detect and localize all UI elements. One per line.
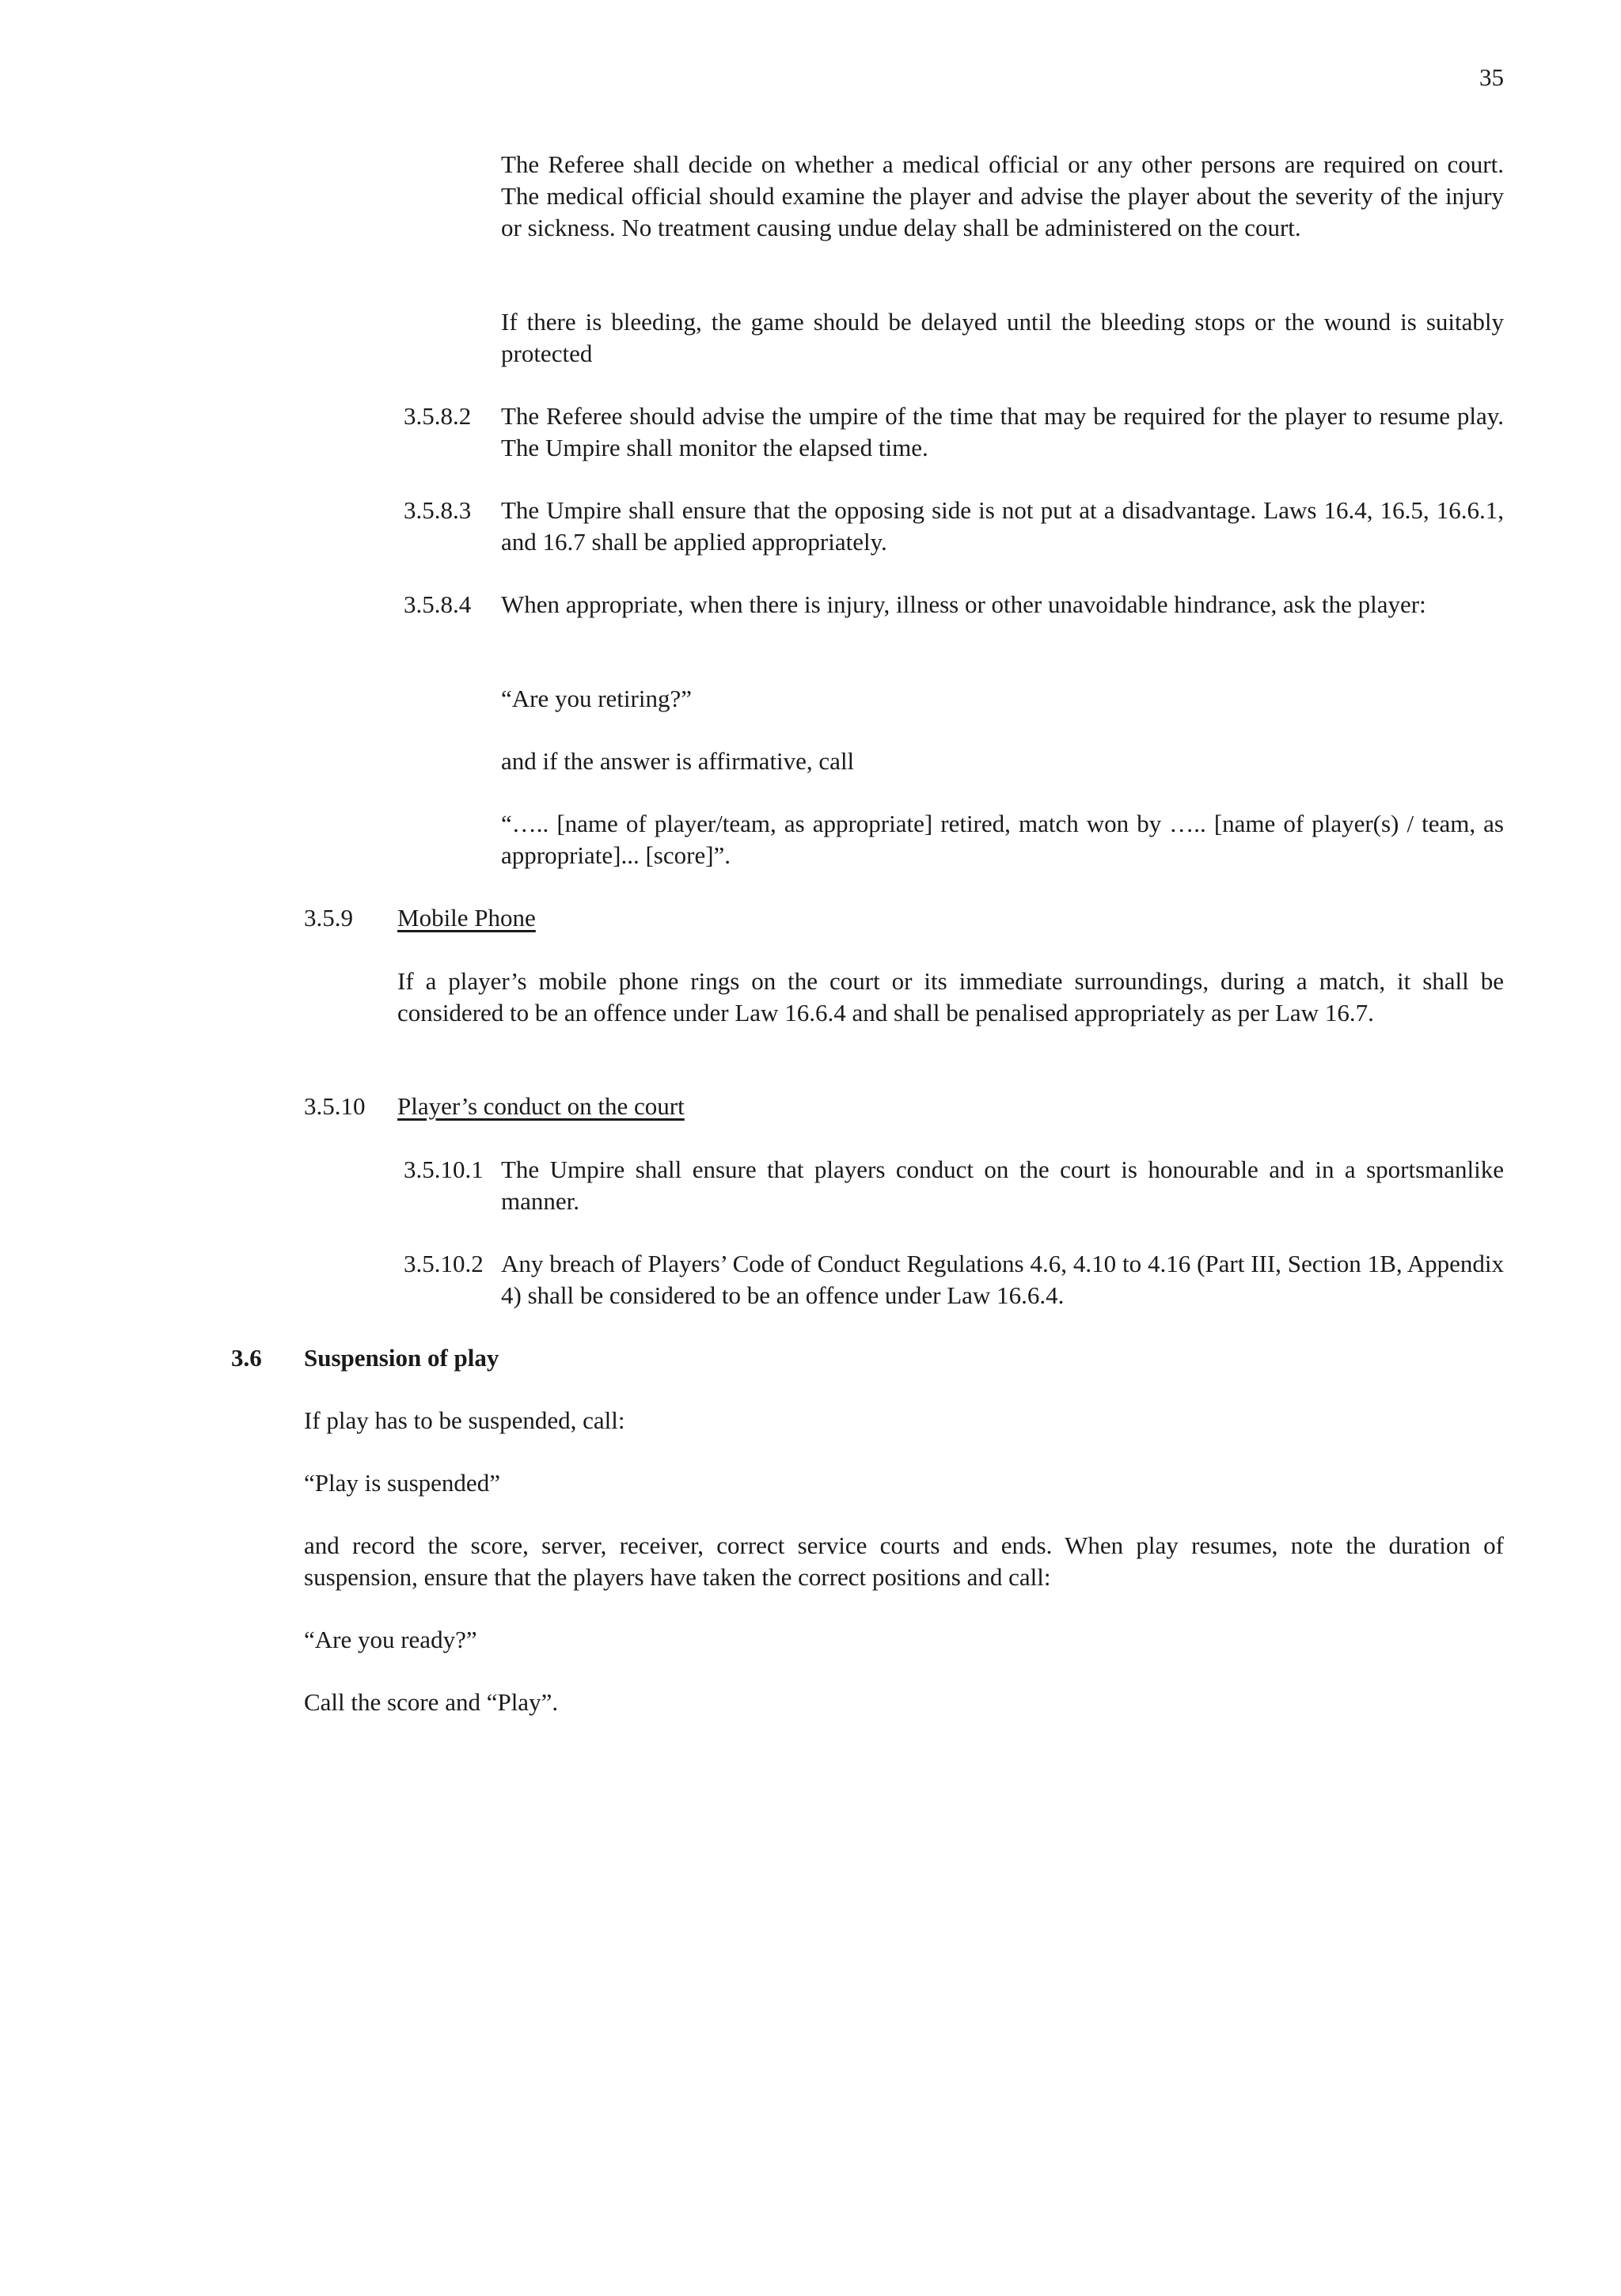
- medical-official-paragraph: The Referee shall decide on whether a medical official or any other persons are required on court. The medical official should examine the player and advise the player about the severity of the injury or sickness. No treatment causing undue delay shall be administered on the court.: [501, 150, 1504, 241]
- record-score-paragraph: and record the score, server, receiver, correct service courts and ends. When play resumes, note the duration of suspension, ensure that the players have taken the correct positions and call:: [304, 1531, 1504, 1591]
- suspension-instruction: If play has to be suspended, call:: [304, 1406, 625, 1434]
- play-suspended-call: “Play is suspended”: [304, 1469, 500, 1497]
- clause-number-35101: 3.5.10.1: [404, 1156, 484, 1183]
- affirmative-instruction: and if the answer is affirmative, call: [501, 747, 855, 775]
- section-title-mobile-phone: Mobile Phone: [397, 904, 536, 932]
- mobile-phone-paragraph: If a player’s mobile phone rings on the court or its immediate surroundings, during a match, it shall be considered to be an offence under Law 16.6.4 and shall be penalised appropriately as per Law 16.7.: [397, 967, 1504, 1027]
- are-you-ready-call: “Are you ready?”: [304, 1626, 477, 1653]
- section-title-suspension: Suspension of play: [304, 1344, 499, 1372]
- clause-text-35101: The Umpire shall ensure that players conduct on the court is honourable and in a sportsmanlike manner.: [501, 1156, 1504, 1215]
- retired-call: “….. [name of player/team, as appropriate] retired, match won by ….. [name of player(s) / team, as appropriate]... [score]”.: [501, 810, 1504, 869]
- clause-text-35102: Any breach of Players’ Code of Conduct Regulations 4.6, 4.10 to 4.16 (Part III, Section 1B, Appendix 4) shall be considered to be an offence under Law 16.6.4.: [501, 1250, 1504, 1309]
- clause-text-3584: When appropriate, when there is injury, illness or other unavoidable hindrance, ask the player:: [501, 590, 1426, 618]
- clause-number-3584: 3.5.8.4: [404, 590, 472, 618]
- section-title-players-conduct: Player’s conduct on the court: [397, 1092, 685, 1120]
- section-number-3510: 3.5.10: [304, 1092, 366, 1120]
- clause-number-3583: 3.5.8.3: [404, 496, 472, 524]
- page-number: 35: [1479, 63, 1504, 91]
- section-number-359: 3.5.9: [304, 904, 353, 932]
- clause-text-3582: The Referee should advise the umpire of the time that may be required for the player to resume play. The Umpire shall monitor the elapsed time.: [501, 402, 1504, 461]
- retiring-question: “Are you retiring?”: [501, 685, 692, 712]
- clause-number-35102: 3.5.10.2: [404, 1250, 484, 1277]
- section-number-36: 3.6: [231, 1344, 262, 1372]
- clause-number-3582: 3.5.8.2: [404, 402, 472, 430]
- bleeding-paragraph: If there is bleeding, the game should be delayed until the bleeding stops or the wound is suitably protected: [501, 308, 1504, 367]
- clause-text-3583: The Umpire shall ensure that the opposing side is not put at a disadvantage. Laws 16.4, 16.5, 16.6.1, and 16.7 shall be applied appropriately.: [501, 496, 1504, 556]
- call-score-play: Call the score and “Play”.: [304, 1688, 559, 1716]
